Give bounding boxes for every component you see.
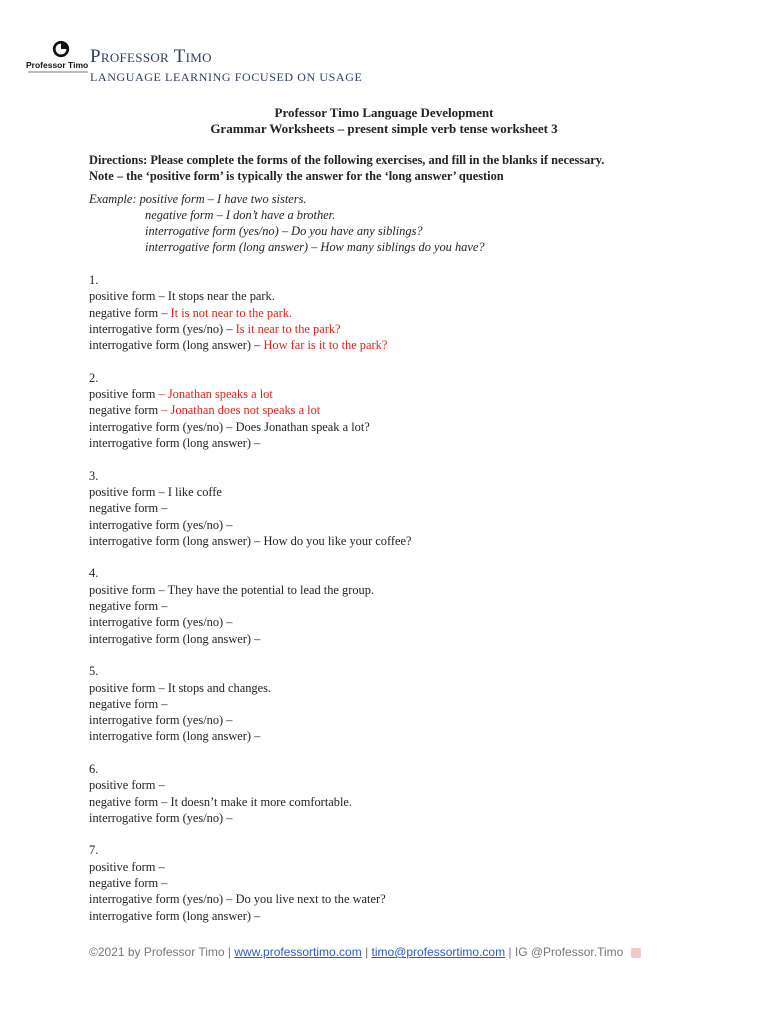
title-line-2: Grammar Worksheets – present simple verb tense worksheet 3 [210,121,558,136]
given-text: It stops near the park. [167,289,275,304]
form-label: positive form – [89,289,168,304]
exercise-row [89,891,709,907]
exercise-2 [89,370,709,451]
exercise-row [89,288,709,304]
exercise-row [89,484,709,500]
example-block [89,191,709,256]
exercise-list [89,272,709,924]
form-label: negative form – [89,696,168,711]
exercise-row [89,533,709,549]
form-label: positive form – [89,859,165,874]
given-text: I like coffe [167,484,222,499]
logo [24,38,94,78]
footer-separator: | [361,945,372,959]
exercise-row [89,908,709,924]
exercise-row [89,875,709,891]
exercise-row [89,614,709,630]
exercise-row [89,500,709,516]
exercise-1 [89,272,709,353]
exercise-row [89,777,709,793]
exercise-row [89,696,709,712]
given-text: It stops and changes. [167,680,272,695]
example-line: positive form – I have two sisters. [139,191,307,206]
exercise-6 [89,761,709,826]
exercise-row [89,305,709,321]
form-label: interrogative form (long answer) – [89,338,264,353]
form-label: interrogative form (yes/no) – [89,517,233,532]
exercise-5 [89,663,709,744]
exercise-number: 7. [89,843,99,858]
given-text: Do you live next to the water? [235,892,386,907]
exercise-number: 1. [89,273,99,288]
title-line-1: Professor Timo Language Development [274,105,494,120]
exercise-row [89,810,709,826]
directions-line-1: Directions: Please complete the forms of the following exercises, and fill in the blanks if necessary. [89,153,605,167]
form-label: negative form [89,403,162,418]
footer-copyright: ©2021 by Professor Timo | [89,945,235,959]
brand-tagline: LANGUAGE LEARNING FOCUSED ON USAGE [90,70,363,84]
form-label: positive form – [89,484,168,499]
footer-social: | IG @Professor.Timo [505,945,624,959]
exercise-row [89,712,709,728]
form-label: negative form – [89,599,168,614]
form-label: interrogative form (long answer) – [89,436,261,451]
logo-text: Professor Timo [26,60,89,70]
given-text: How do you like your coffee? [263,533,412,548]
given-text: Does Jonathan speak a lot? [235,419,370,434]
form-label: positive form [89,387,159,402]
exercise-row [89,728,709,744]
page-header [24,38,724,88]
given-text: They have the potential to lead the group. [167,582,375,597]
exercise-row [89,631,709,647]
worksheet-title [0,105,768,137]
example-lead: Example: [89,191,137,206]
example-row: negative form – I don’t have a brother. [145,207,336,222]
exercise-number: 4. [89,566,99,581]
student-answer: Is it near to the park? [235,321,341,336]
given-text: It doesn’t make it more comfortable. [170,794,352,809]
form-label: interrogative form (yes/no) – [89,810,233,825]
exercise-row [89,794,709,810]
form-label: interrogative form (yes/no) – [89,713,233,728]
form-label: interrogative form (yes/no) – [89,615,233,630]
logo-tagline-line [28,71,88,73]
exercise-row [89,859,709,875]
form-label: interrogative form (long answer) – [89,729,261,744]
brand-name: Professor Timo [90,46,212,67]
form-label: negative form – [89,305,171,320]
form-label: positive form – [89,680,168,695]
exercise-row [89,517,709,533]
form-label: interrogative form (long answer) – [89,533,264,548]
exercise-3 [89,468,709,549]
exercise-number: 3. [89,468,99,483]
form-label: interrogative form (long answer) – [89,631,261,646]
student-answer: It is not near to the park. [170,305,293,320]
form-label: negative form – [89,794,171,809]
exercise-number: 6. [89,761,99,776]
exercise-7 [89,842,709,923]
exercise-row [89,680,709,696]
form-label: positive form – [89,582,168,597]
student-answer: – Jonathan does not speaks a lot [161,403,321,418]
form-label: interrogative form (yes/no) – [89,321,236,336]
worksheet-content [89,152,709,924]
form-label: interrogative form (long answer) – [89,908,261,923]
exercise-number: 5. [89,664,99,679]
exercise-row [89,386,709,402]
footer-badge-icon [631,948,641,958]
exercise-row [89,435,709,451]
example-row: interrogative form (long answer) – How many siblings do you have? [145,240,485,255]
student-answer: – Jonathan speaks a lot [158,387,273,402]
example-row: interrogative form (yes/no) – Do you have any siblings? [145,224,423,239]
form-label: negative form – [89,876,168,891]
exercise-row [89,598,709,614]
exercise-row [89,402,709,418]
directions-line-2: Note – the ‘positive form’ is typically the answer for the ‘long answer’ question [89,169,504,184]
exercise-row [89,419,709,435]
exercise-number: 2. [89,370,99,385]
page-footer [89,945,641,959]
website-link[interactable]: www.professortimo.com [234,945,362,959]
logo-mark-icon [52,40,70,58]
student-answer: How far is it to the park? [263,338,388,353]
exercise-row [89,337,709,353]
example-row [89,191,709,207]
email-link[interactable]: timo@professortimo.com [371,945,506,959]
exercise-row [89,321,709,337]
form-label: interrogative form (yes/no) – [89,892,236,907]
directions [89,152,709,185]
exercise-row [89,582,709,598]
form-label: positive form – [89,778,165,793]
exercise-4 [89,565,709,646]
form-label: interrogative form (yes/no) – [89,419,236,434]
form-label: negative form – [89,501,168,516]
